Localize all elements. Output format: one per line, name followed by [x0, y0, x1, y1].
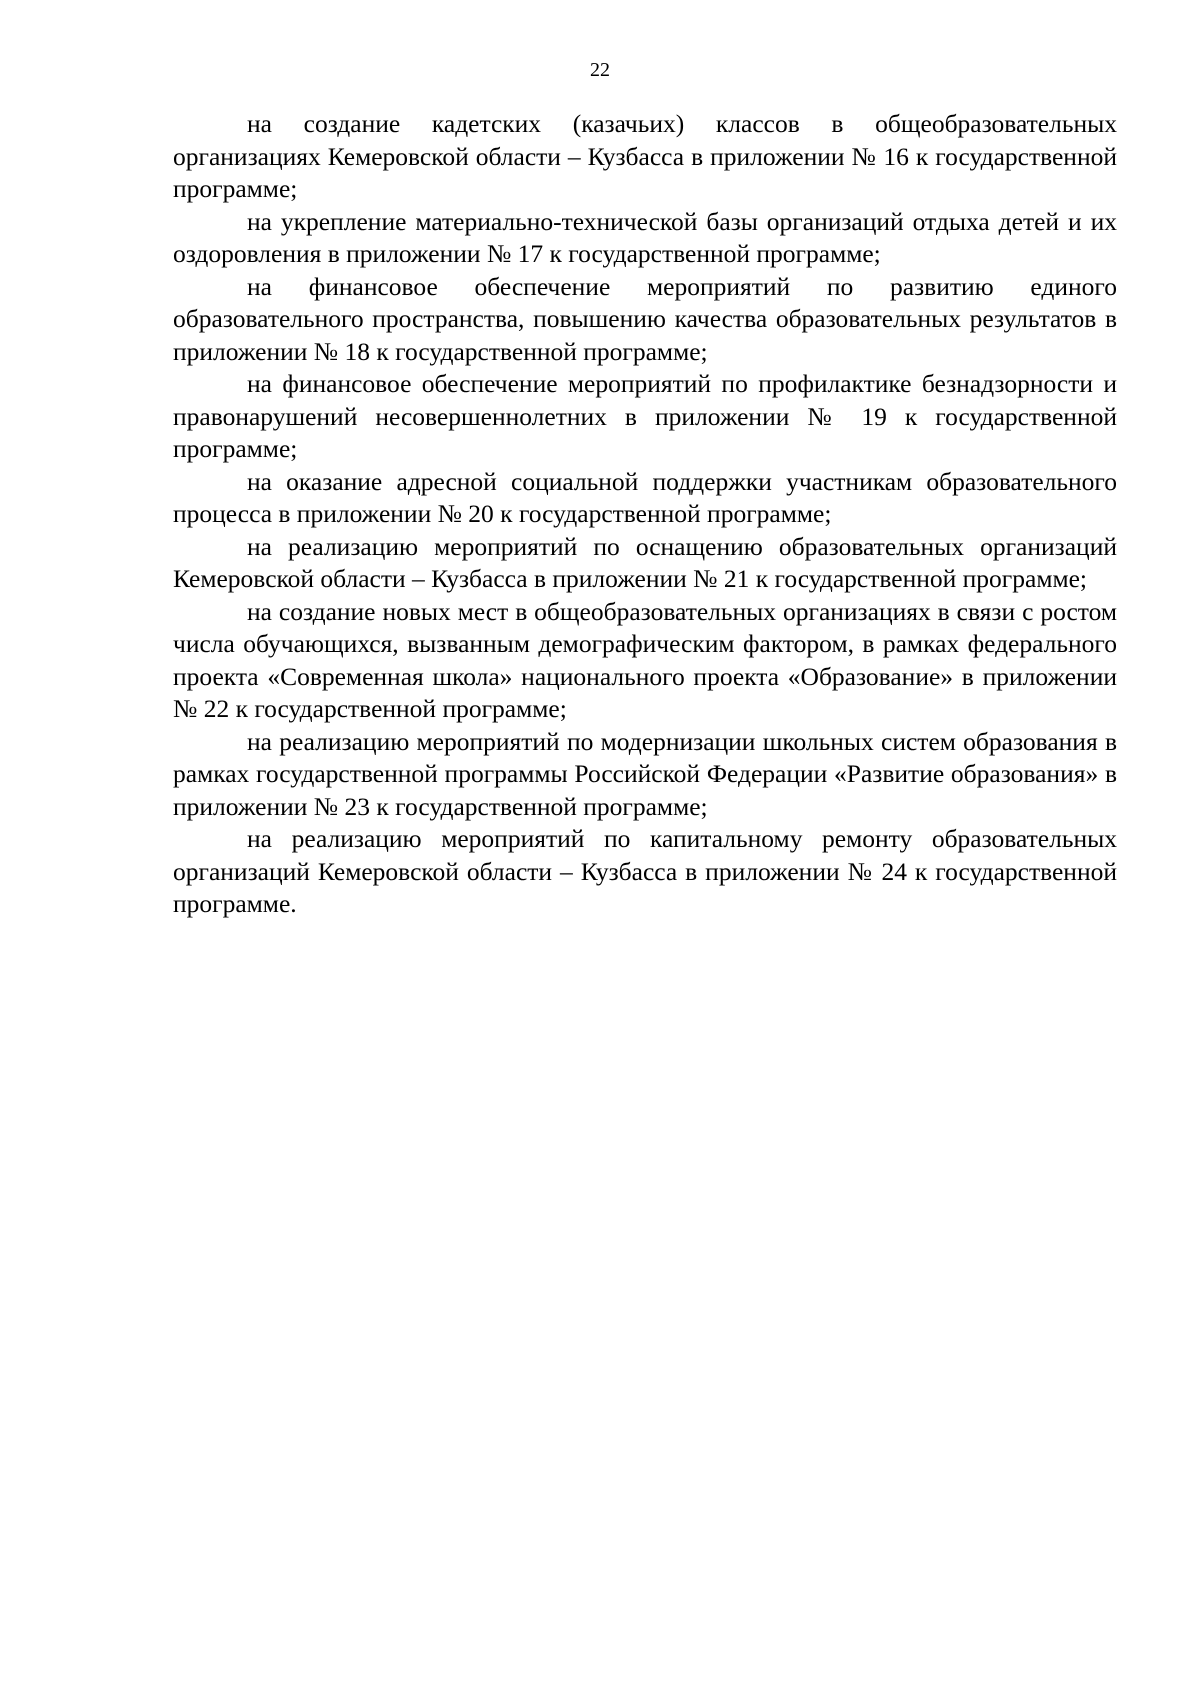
paragraph-equipment: на реализацию мероприятий по оснащению образовательных организаций Кемеровской области – Кузбасса в приложении № 21 к государственной программе; [173, 531, 1117, 593]
paragraph-delinquency-prevention: на финансовое обеспечение мероприятий по профилактике безнадзорности и правонарушений несовершеннолетних в приложении № 19 к государственной программе; [173, 369, 1117, 463]
paragraph-social-support: на оказание адресной социальной поддержки участникам образовательного процесса в приложении № 20 к государственной программе; [173, 466, 1117, 528]
paragraph-school-modernization: на реализацию мероприятий по модернизации школьных систем образования в рамках государственной программы Российской Федерации «Развитие образования» в приложении № 23 к государственной программе; [173, 726, 1117, 821]
paragraph-capital-repair: на реализацию мероприятий по капитальному ремонту образовательных организаций Кемеровской области – Кузбасса в приложении № 24 к государственной программе. [173, 824, 1117, 918]
page-number: 22 [590, 59, 610, 81]
paragraph-educational-space: на финансовое обеспечение мероприятий по развитию единого образовательного пространства, повышению качества образовательных результатов в приложении № 18 к государственной программе; [173, 271, 1117, 366]
paragraph-new-places: на создание новых мест в общеобразовательных организациях в связи с ростом числа обучающихся, вызванным демографическим фактором, в рамках федерального проекта «Современная школа» национального проекта «Образование» в приложении № 22 к государственной программе; [173, 596, 1117, 723]
paragraph-cadet-classes: на создание кадетских (казачьих) классов в общеобразовательных организациях Кемеровской области – Кузбасса в приложении № 16 к государственной программе; [173, 109, 1117, 203]
paragraph-recreation-base: на укрепление материально-технической базы организаций отдыха детей и их оздоровления в приложении № 17 к государственной программе; [173, 206, 1117, 268]
document-body [173, 108, 1117, 921]
